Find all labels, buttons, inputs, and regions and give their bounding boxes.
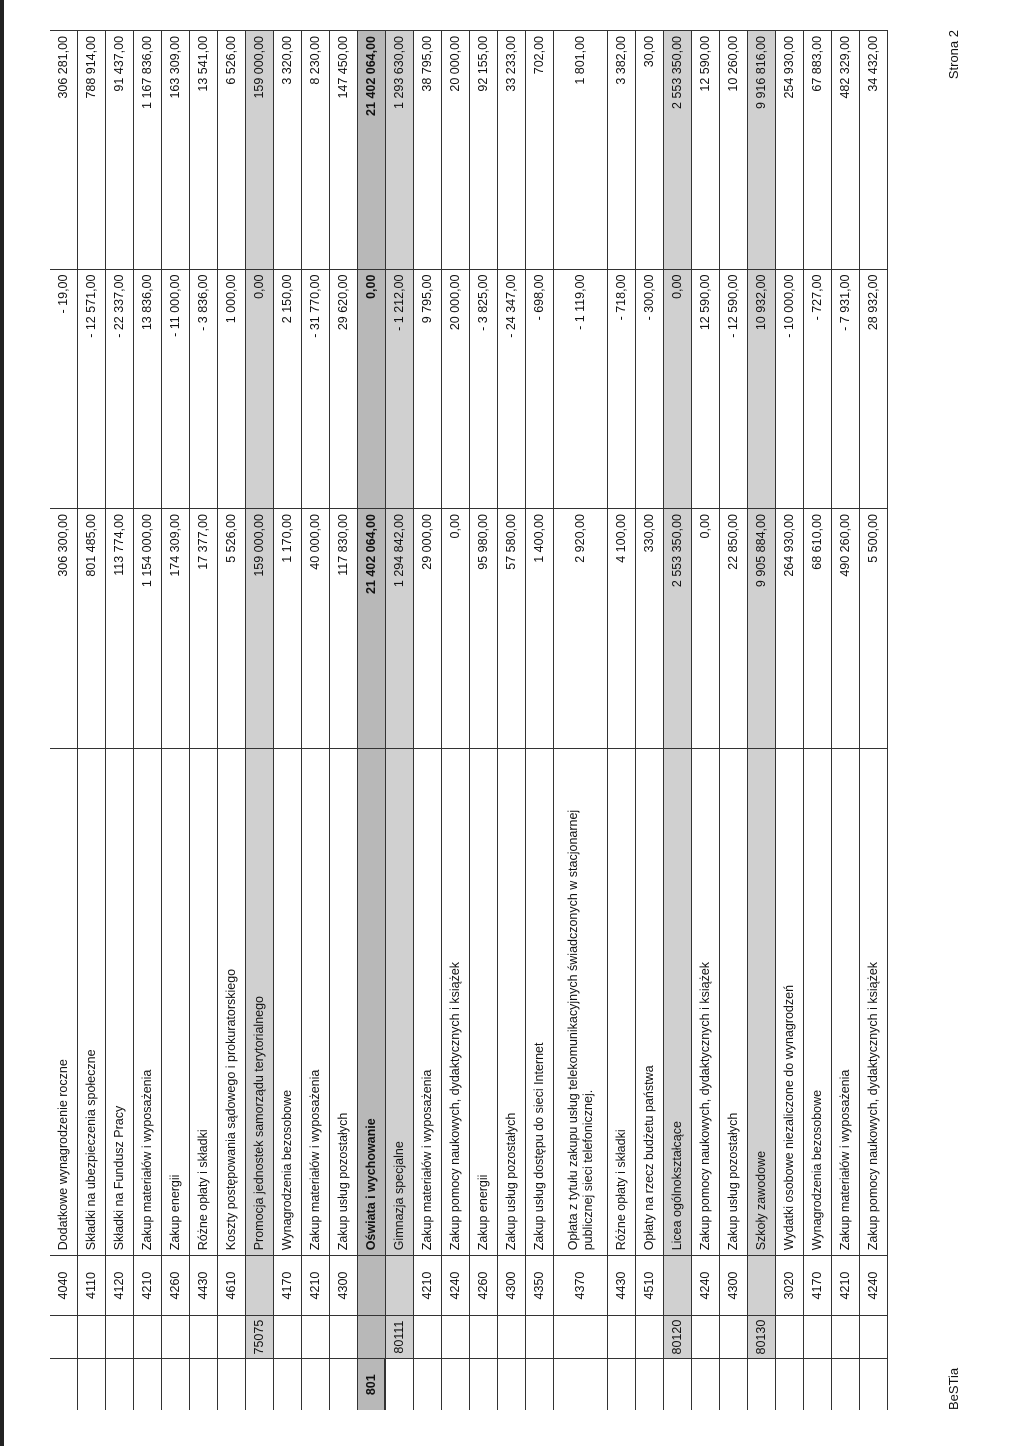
dzial-code xyxy=(218,1359,245,1410)
paragraf-code: 4210 xyxy=(134,1256,161,1315)
paragraf-code: 4040 xyxy=(50,1256,77,1315)
paragraf-code: 4610 xyxy=(218,1256,245,1315)
item-name: Zakup pomocy naukowych, dydaktycznych i książek xyxy=(860,749,887,1257)
change-amount: 1 000,00 xyxy=(218,270,245,510)
plan-before-amount: 1 170,00 xyxy=(274,509,301,749)
plan-before-amount: 330,00 xyxy=(636,509,663,749)
paragraf-code: 4430 xyxy=(608,1256,635,1315)
paragraf-code xyxy=(748,1256,775,1315)
paragraf-code: 4430 xyxy=(190,1256,217,1315)
change-amount: - 12 590,00 xyxy=(720,270,747,510)
plan-before-amount: 306 300,00 xyxy=(50,509,77,749)
plan-after-amount: 1 293 630,00 xyxy=(386,30,413,270)
plan-after-amount: 254 930,00 xyxy=(776,30,803,270)
change-amount: 20 000,00 xyxy=(442,270,469,510)
plan-before-amount: 95 980,00 xyxy=(470,509,497,749)
rozdzial-code xyxy=(636,1316,663,1360)
rotated-page xyxy=(50,30,970,1410)
paragraf-code: 3020 xyxy=(776,1256,803,1315)
change-amount: - 19,00 xyxy=(50,270,77,510)
change-amount: - 7 931,00 xyxy=(832,270,859,510)
rozdzial-code xyxy=(720,1316,747,1360)
table-row xyxy=(106,30,134,1410)
item-name: Zakup usług pozostałych xyxy=(498,749,525,1257)
plan-after-amount: 38 795,00 xyxy=(414,30,441,270)
item-name: Wydatki osobowe niezaliczone do wynagrodzeń xyxy=(776,749,803,1257)
table-row xyxy=(720,30,748,1410)
item-name: Wynagrodzenia bezosobowe xyxy=(274,749,301,1257)
item-name: Różne opłaty i składki xyxy=(190,749,217,1257)
dzial-code xyxy=(274,1359,301,1410)
dzial-code xyxy=(804,1359,831,1410)
dzial-code xyxy=(50,1359,77,1410)
plan-before-amount: 113 774,00 xyxy=(106,509,133,749)
plan-after-amount: 1 801,00 xyxy=(554,30,607,270)
rozdzial-code xyxy=(134,1316,161,1360)
change-amount: 2 150,00 xyxy=(274,270,301,510)
plan-after-amount: 9 916 816,00 xyxy=(748,30,775,270)
rozdzial-code xyxy=(50,1316,77,1360)
paragraf-code: 4300 xyxy=(330,1256,357,1315)
plan-before-amount: 801 485,00 xyxy=(78,509,105,749)
paragraf-code: 4240 xyxy=(860,1256,887,1315)
change-amount: 0,00 xyxy=(358,270,385,510)
item-name: Dodatkowe wynagrodzenie roczne xyxy=(50,749,77,1257)
item-name: Zakup materiałów i wyposażenia xyxy=(134,749,161,1257)
dzial-row xyxy=(358,30,386,1410)
plan-before-amount: 17 377,00 xyxy=(190,509,217,749)
rozdzial-code xyxy=(106,1316,133,1360)
table-row xyxy=(274,30,302,1410)
plan-before-amount: 2 920,00 xyxy=(554,509,607,749)
change-amount: - 22 337,00 xyxy=(106,270,133,510)
rozdzial-code xyxy=(804,1316,831,1360)
paragraf-code: 4210 xyxy=(414,1256,441,1315)
plan-before-amount: 117 830,00 xyxy=(330,509,357,749)
plan-before-amount: 490 260,00 xyxy=(832,509,859,749)
paragraf-code xyxy=(358,1256,385,1315)
item-name: Zakup usług dostępu do sieci Internet xyxy=(526,749,553,1257)
table-row xyxy=(776,30,804,1410)
plan-before-amount: 40 000,00 xyxy=(302,509,329,749)
dzial-code xyxy=(748,1359,775,1410)
plan-after-amount: 30,00 xyxy=(636,30,663,270)
paragraf-code: 4300 xyxy=(720,1256,747,1315)
rozdzial-row xyxy=(664,30,692,1410)
plan-after-amount: 21 402 064,00 xyxy=(358,30,385,270)
rozdzial-code xyxy=(162,1316,189,1360)
rozdzial-code xyxy=(442,1316,469,1360)
rozdzial-code: 80120 xyxy=(664,1316,691,1360)
rozdzial-code xyxy=(860,1316,887,1360)
dzial-code xyxy=(554,1359,607,1410)
rozdzial-code xyxy=(274,1316,301,1360)
plan-before-amount: 68 610,00 xyxy=(804,509,831,749)
item-name: Różne opłaty i składki xyxy=(608,749,635,1257)
plan-before-amount: 159 000,00 xyxy=(246,509,273,749)
rozdzial-code: 75075 xyxy=(246,1316,273,1360)
dzial-code: 801 xyxy=(358,1359,385,1410)
dzial-code xyxy=(776,1359,803,1410)
plan-after-amount: 306 281,00 xyxy=(50,30,77,270)
paragraf-code: 4210 xyxy=(302,1256,329,1315)
item-name: Zakup materiałów i wyposażenia xyxy=(414,749,441,1257)
change-amount: - 300,00 xyxy=(636,270,663,510)
plan-after-amount: 34 432,00 xyxy=(860,30,887,270)
item-name: Licea ogólnokształcące xyxy=(664,749,691,1257)
change-amount: - 12 571,00 xyxy=(78,270,105,510)
rozdzial-code xyxy=(498,1316,525,1360)
change-amount: 10 932,00 xyxy=(748,270,775,510)
rozdzial-row xyxy=(246,30,274,1410)
change-amount: 9 795,00 xyxy=(414,270,441,510)
plan-after-amount: 10 260,00 xyxy=(720,30,747,270)
rozdzial-code xyxy=(302,1316,329,1360)
rozdzial-code xyxy=(526,1316,553,1360)
plan-after-amount: 8 230,00 xyxy=(302,30,329,270)
rozdzial-code xyxy=(414,1316,441,1360)
paragraf-code: 4170 xyxy=(804,1256,831,1315)
item-name: Szkoły zawodowe xyxy=(748,749,775,1257)
rozdzial-row xyxy=(748,30,776,1410)
table-row xyxy=(636,30,664,1410)
plan-before-amount: 29 000,00 xyxy=(414,509,441,749)
change-amount: 0,00 xyxy=(664,270,691,510)
paragraf-code: 4300 xyxy=(498,1256,525,1315)
rozdzial-code: 80111 xyxy=(386,1316,413,1360)
dzial-code xyxy=(134,1359,161,1410)
paragraf-code: 4120 xyxy=(106,1256,133,1315)
plan-before-amount: 21 402 064,00 xyxy=(358,509,385,749)
change-amount: - 24 347,00 xyxy=(498,270,525,510)
table-row xyxy=(162,30,190,1410)
paragraf-code: 4210 xyxy=(832,1256,859,1315)
plan-after-amount: 702,00 xyxy=(526,30,553,270)
dzial-code xyxy=(692,1359,719,1410)
plan-after-amount: 482 329,00 xyxy=(832,30,859,270)
table-row xyxy=(860,30,888,1410)
plan-before-amount: 2 553 350,00 xyxy=(664,509,691,749)
item-name: Zakup usług pozostałych xyxy=(330,749,357,1257)
item-name: Opłaty na rzecz budżetu państwa xyxy=(636,749,663,1257)
plan-after-amount: 147 450,00 xyxy=(330,30,357,270)
plan-after-amount: 788 914,00 xyxy=(78,30,105,270)
table-row xyxy=(554,30,608,1410)
rozdzial-code xyxy=(832,1316,859,1360)
table-row xyxy=(470,30,498,1410)
plan-after-amount: 20 000,00 xyxy=(442,30,469,270)
table-row xyxy=(50,30,78,1410)
item-name: Promocja jednostek samorządu terytorialnego xyxy=(246,749,273,1257)
paragraf-code: 4240 xyxy=(692,1256,719,1315)
table-row xyxy=(526,30,554,1410)
scan-edge xyxy=(0,0,4,1446)
change-amount: - 3 825,00 xyxy=(470,270,497,510)
rozdzial-code xyxy=(190,1316,217,1360)
rozdzial-code xyxy=(776,1316,803,1360)
plan-before-amount: 0,00 xyxy=(692,509,719,749)
plan-before-amount: 9 905 884,00 xyxy=(748,509,775,749)
rozdzial-code xyxy=(608,1316,635,1360)
table-row xyxy=(692,30,720,1410)
plan-after-amount: 13 541,00 xyxy=(190,30,217,270)
item-name: Zakup pomocy naukowych, dydaktycznych i książek xyxy=(692,749,719,1257)
plan-after-amount: 91 437,00 xyxy=(106,30,133,270)
footer-page-number: Strona 2 xyxy=(946,30,961,80)
rozdzial-code xyxy=(470,1316,497,1360)
change-amount: - 1 119,00 xyxy=(554,270,607,510)
plan-after-amount: 3 382,00 xyxy=(608,30,635,270)
table-row xyxy=(442,30,470,1410)
change-amount: 29 620,00 xyxy=(330,270,357,510)
plan-after-amount: 33 233,00 xyxy=(498,30,525,270)
plan-before-amount: 22 850,00 xyxy=(720,509,747,749)
dzial-code xyxy=(386,1359,413,1410)
change-amount: - 11 000,00 xyxy=(162,270,189,510)
plan-before-amount: 5 500,00 xyxy=(860,509,887,749)
rozdzial-code xyxy=(554,1316,607,1360)
rozdzial-code xyxy=(358,1316,385,1360)
table-row xyxy=(330,30,358,1410)
paragraf-code xyxy=(246,1256,273,1315)
plan-after-amount: 1 167 836,00 xyxy=(134,30,161,270)
dzial-code xyxy=(720,1359,747,1410)
plan-before-amount: 1 294 842,00 xyxy=(386,509,413,749)
dzial-code xyxy=(498,1359,525,1410)
paragraf-code: 4370 xyxy=(554,1256,607,1315)
dzial-code xyxy=(860,1359,887,1410)
table-row xyxy=(498,30,526,1410)
budget-table xyxy=(50,30,918,1410)
table-row xyxy=(78,30,106,1410)
plan-before-amount: 0,00 xyxy=(442,509,469,749)
dzial-code xyxy=(246,1359,273,1410)
item-name: Wynagrodzenia bezosobowe xyxy=(804,749,831,1257)
paragraf-code: 4350 xyxy=(526,1256,553,1315)
table-row xyxy=(218,30,246,1410)
change-amount: - 10 000,00 xyxy=(776,270,803,510)
dzial-code xyxy=(664,1359,691,1410)
rozdzial-row xyxy=(386,30,414,1410)
dzial-code xyxy=(106,1359,133,1410)
plan-before-amount: 264 930,00 xyxy=(776,509,803,749)
item-name: Zakup materiałów i wyposażenia xyxy=(832,749,859,1257)
dzial-code xyxy=(526,1359,553,1410)
item-name: Składki na Fundusz Pracy xyxy=(106,749,133,1257)
paragraf-code: 4510 xyxy=(636,1256,663,1315)
table-row xyxy=(608,30,636,1410)
table-row xyxy=(832,30,860,1410)
rozdzial-code xyxy=(330,1316,357,1360)
plan-after-amount: 2 553 350,00 xyxy=(664,30,691,270)
plan-after-amount: 12 590,00 xyxy=(692,30,719,270)
change-amount: 28 932,00 xyxy=(860,270,887,510)
item-name: Koszty postępowania sądowego i prokuratorskiego xyxy=(218,749,245,1257)
dzial-code xyxy=(414,1359,441,1410)
paragraf-code xyxy=(664,1256,691,1315)
dzial-code xyxy=(78,1359,105,1410)
dzial-code xyxy=(636,1359,663,1410)
dzial-code xyxy=(302,1359,329,1410)
change-amount: - 718,00 xyxy=(608,270,635,510)
change-amount: - 3 836,00 xyxy=(190,270,217,510)
paragraf-code: 4240 xyxy=(442,1256,469,1315)
plan-before-amount: 4 100,00 xyxy=(608,509,635,749)
table-row xyxy=(804,30,832,1410)
plan-after-amount: 3 320,00 xyxy=(274,30,301,270)
dzial-code xyxy=(608,1359,635,1410)
paragraf-code xyxy=(386,1256,413,1315)
plan-before-amount: 1 154 000,00 xyxy=(134,509,161,749)
rozdzial-code xyxy=(78,1316,105,1360)
item-name: Zakup materiałów i wyposażenia xyxy=(302,749,329,1257)
plan-after-amount: 159 000,00 xyxy=(246,30,273,270)
table-row xyxy=(134,30,162,1410)
item-name: Gimnazja specjalne xyxy=(386,749,413,1257)
dzial-code xyxy=(832,1359,859,1410)
change-amount: 12 590,00 xyxy=(692,270,719,510)
plan-after-amount: 92 155,00 xyxy=(470,30,497,270)
plan-before-amount: 1 400,00 xyxy=(526,509,553,749)
rozdzial-code: 80130 xyxy=(748,1316,775,1360)
table-row xyxy=(190,30,218,1410)
dzial-code xyxy=(470,1359,497,1410)
footer-software-name: BeSTia xyxy=(946,1367,961,1410)
item-name: Oświata i wychowanie xyxy=(358,749,385,1257)
rozdzial-code xyxy=(218,1316,245,1360)
item-name: Opłata z tytułu zakupu usług telekomunikacyjnych świadczonych w stacjonarnej publicznej sieci telefonicznej. xyxy=(554,749,607,1257)
dzial-code xyxy=(162,1359,189,1410)
paragraf-code: 4110 xyxy=(78,1256,105,1315)
plan-after-amount: 163 309,00 xyxy=(162,30,189,270)
change-amount: - 727,00 xyxy=(804,270,831,510)
paragraf-code: 4260 xyxy=(470,1256,497,1315)
change-amount: 13 836,00 xyxy=(134,270,161,510)
table-row xyxy=(414,30,442,1410)
rozdzial-code xyxy=(692,1316,719,1360)
item-name: Zakup pomocy naukowych, dydaktycznych i książek xyxy=(442,749,469,1257)
plan-before-amount: 57 580,00 xyxy=(498,509,525,749)
plan-after-amount: 67 883,00 xyxy=(804,30,831,270)
dzial-code xyxy=(190,1359,217,1410)
plan-before-amount: 5 526,00 xyxy=(218,509,245,749)
item-name: Zakup energii xyxy=(470,749,497,1257)
change-amount: - 698,00 xyxy=(526,270,553,510)
table-row xyxy=(302,30,330,1410)
change-amount: 0,00 xyxy=(246,270,273,510)
plan-after-amount: 6 526,00 xyxy=(218,30,245,270)
plan-before-amount: 174 309,00 xyxy=(162,509,189,749)
dzial-code xyxy=(442,1359,469,1410)
item-name: Zakup energii xyxy=(162,749,189,1257)
item-name: Zakup usług pozostałych xyxy=(720,749,747,1257)
dzial-code xyxy=(330,1359,357,1410)
item-name: Składki na ubezpieczenia społeczne xyxy=(78,749,105,1257)
change-amount: - 31 770,00 xyxy=(302,270,329,510)
paragraf-code: 4170 xyxy=(274,1256,301,1315)
paragraf-code: 4260 xyxy=(162,1256,189,1315)
change-amount: - 1 212,00 xyxy=(386,270,413,510)
